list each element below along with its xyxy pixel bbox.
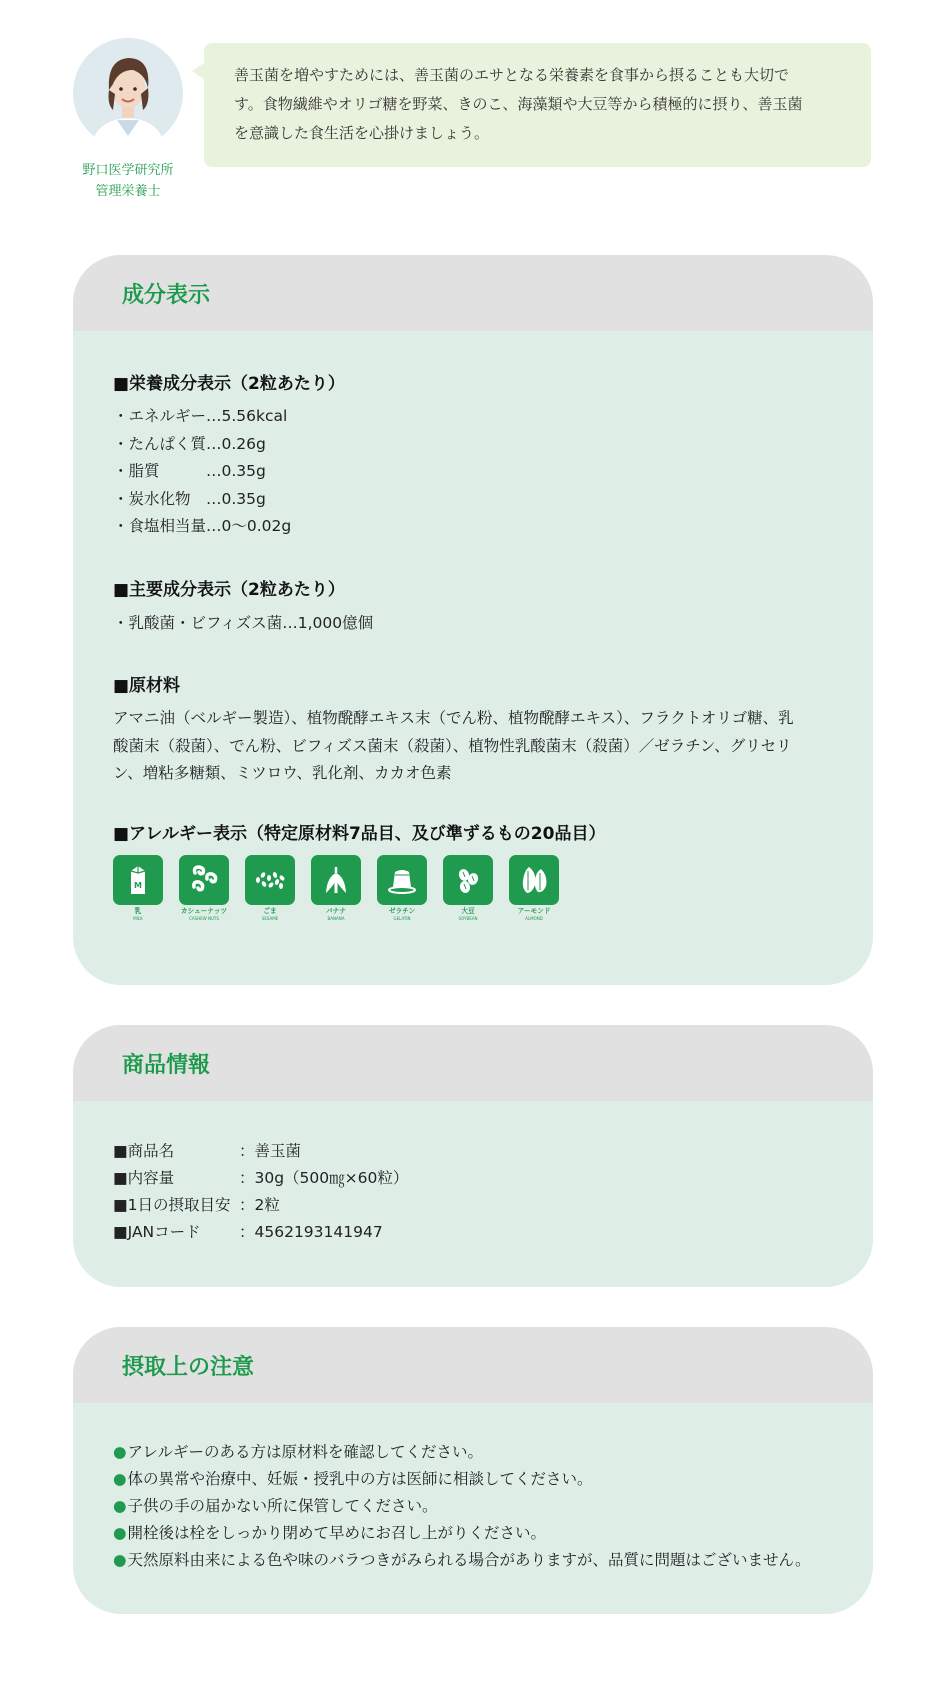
nutritionist-profile [73, 38, 183, 202]
cashew-icon [187, 863, 221, 897]
svg-text:M: M [134, 880, 142, 890]
allergy-heading: ■アレルギー表示（特定原材料7品目、及び準ずるもの20品目） [113, 823, 606, 844]
product-info-card [73, 1025, 873, 1287]
spec-value: ：30g（500㎎×60粒） [239, 1169, 409, 1187]
caution-item [113, 1466, 833, 1493]
caution-item [113, 1520, 833, 1547]
caution-text: 天然原料由来による色や味のバラつきがみられる場合がありますが、品質に問題はございません。 [127, 1551, 811, 1569]
spec-row-product-name [113, 1138, 833, 1165]
raw-materials-line: 酸菌末（殺菌）、でん粉、ビフィズス菌末（殺菌）、植物性乳酸菌末（殺菌）／ゼラチン、グリセリ [113, 736, 792, 755]
raw-materials-line: アマニ油（ベルギー製造）、植物醗酵エキス末（でん粉、植物醗酵エキス）、フラクトオリゴ糖、乳 [113, 709, 794, 727]
nutrition-item: ・食塩相当量…0～0.02g [113, 517, 292, 535]
advice-text-line: す。食物繊維やオリゴ糖を野菜、きのこ、海藻類や大豆等から積極的に摂り、善玉菌 [234, 95, 803, 113]
bullet-dot-icon: ● [113, 1551, 127, 1569]
allergen-gelatin [377, 855, 427, 922]
bullet-dot-icon: ● [113, 1497, 127, 1515]
ingredients-card-header [73, 255, 873, 331]
allergen-banana [311, 855, 361, 922]
caution-item [113, 1547, 833, 1574]
nutritionist-role: 管理栄養士 [95, 184, 161, 199]
sesame-icon [252, 863, 288, 897]
caution-card [73, 1327, 873, 1614]
spec-value: ：4562193141947 [239, 1223, 383, 1241]
allergen-english: ALMOND [525, 915, 543, 921]
allergen-label: アーモンド [517, 906, 551, 915]
spec-row-daily-intake [113, 1192, 833, 1219]
soybean-icon [451, 863, 485, 897]
allergen-label: バナナ [326, 906, 346, 915]
allergen-english: GELATIN [393, 915, 411, 921]
advice-text-line: 善玉菌を増やすためには、善玉菌のエサとなる栄養素を食事から摂ることも大切で [234, 66, 790, 84]
spec-row-jan-code [113, 1219, 833, 1246]
spec-label: ■JANコード [113, 1223, 201, 1241]
allergen-label: 乳 [134, 906, 142, 915]
allergen-english: SESAME [261, 915, 279, 921]
bullet-dot-icon: ● [113, 1524, 127, 1542]
caution-item [113, 1493, 833, 1520]
caution-text: 体の異常や治療中、妊娠・授乳中の方は医師に相談してください。 [127, 1470, 593, 1488]
spec-value: ：善玉菌 [239, 1142, 302, 1160]
allergen-label: ごま [263, 906, 277, 915]
banana-icon [319, 863, 353, 897]
product-info-card-header [73, 1025, 873, 1101]
ingredients-card [73, 255, 873, 985]
caution-text: アレルギーのある方は原材料を確認してください。 [127, 1443, 484, 1461]
caution-item [113, 1439, 833, 1466]
caution-text: 開栓後は栓をしっかり閉めて早めにお召し上がりください。 [127, 1524, 547, 1542]
raw-materials-line: ン、増粘多糖類、ミツロウ、乳化剤、カカオ色素 [113, 764, 452, 782]
ingredients-title: 成分表示 [122, 282, 211, 308]
milk-icon [121, 863, 155, 897]
nutritionist-photo [73, 38, 183, 148]
advice-section [73, 38, 873, 208]
nutrition-item: ・たんぱく質…0.26g [113, 434, 266, 453]
allergen-label: 大豆 [461, 906, 475, 915]
allergen-icons [113, 855, 833, 922]
spec-label: ■内容量 [113, 1169, 175, 1187]
bullet-dot-icon: ● [113, 1443, 127, 1461]
caution-card-header [73, 1327, 873, 1403]
nutrition-item: ・炭水化物 …0.35g [113, 489, 266, 508]
advice-text-line: を意識した食生活を心掛けましょう。 [234, 124, 490, 142]
caution-title: 摂取上の注意 [122, 1354, 255, 1380]
raw-materials-heading: ■原材料 [113, 676, 181, 696]
nutritionist-affiliation: 野口医学研究所 [82, 163, 174, 178]
nutrition-heading: ■栄養成分表示（2粒あたり） [113, 374, 345, 394]
allergen-cashew [179, 855, 229, 922]
caution-text: 子供の手の届かない所に保管してください。 [127, 1497, 438, 1515]
allergen-english: CASHEW NUTS [189, 915, 219, 921]
allergen-label: ゼラチン [388, 906, 416, 915]
main-ingredient-item: ・乳酸菌・ビフィズス菌…1,000億個 [113, 613, 374, 632]
nutrition-item: ・脂質 …0.35g [113, 462, 266, 480]
avatar [73, 38, 183, 148]
nutrition-item: ・エネルギー…5.56kcal [113, 407, 288, 425]
allergen-almond [509, 855, 559, 922]
product-info-title: 商品情報 [122, 1052, 211, 1078]
raw-materials-text [113, 705, 833, 788]
bullet-dot-icon: ● [113, 1470, 127, 1488]
allergen-english: BANANA [327, 915, 345, 921]
advice-bubble [204, 43, 871, 167]
allergen-soybean [443, 855, 493, 922]
gelatin-icon [384, 863, 420, 897]
spec-label: ■1日の摂取目安 [113, 1196, 231, 1214]
spec-value: ：2粒 [239, 1196, 280, 1214]
nutrition-list [113, 403, 833, 541]
allergen-sesame [245, 855, 295, 922]
allergen-english: SOYBEAN [458, 915, 478, 921]
spec-row-content-amount [113, 1165, 833, 1192]
allergen-label: カシューナッツ [180, 906, 228, 915]
allergen-english: MILK [133, 915, 143, 921]
allergen-milk [113, 855, 163, 922]
almond-icon [517, 863, 551, 897]
main-ingredients-heading: ■主要成分表示（2粒あたり） [113, 579, 345, 600]
spec-label: ■商品名 [113, 1142, 175, 1160]
